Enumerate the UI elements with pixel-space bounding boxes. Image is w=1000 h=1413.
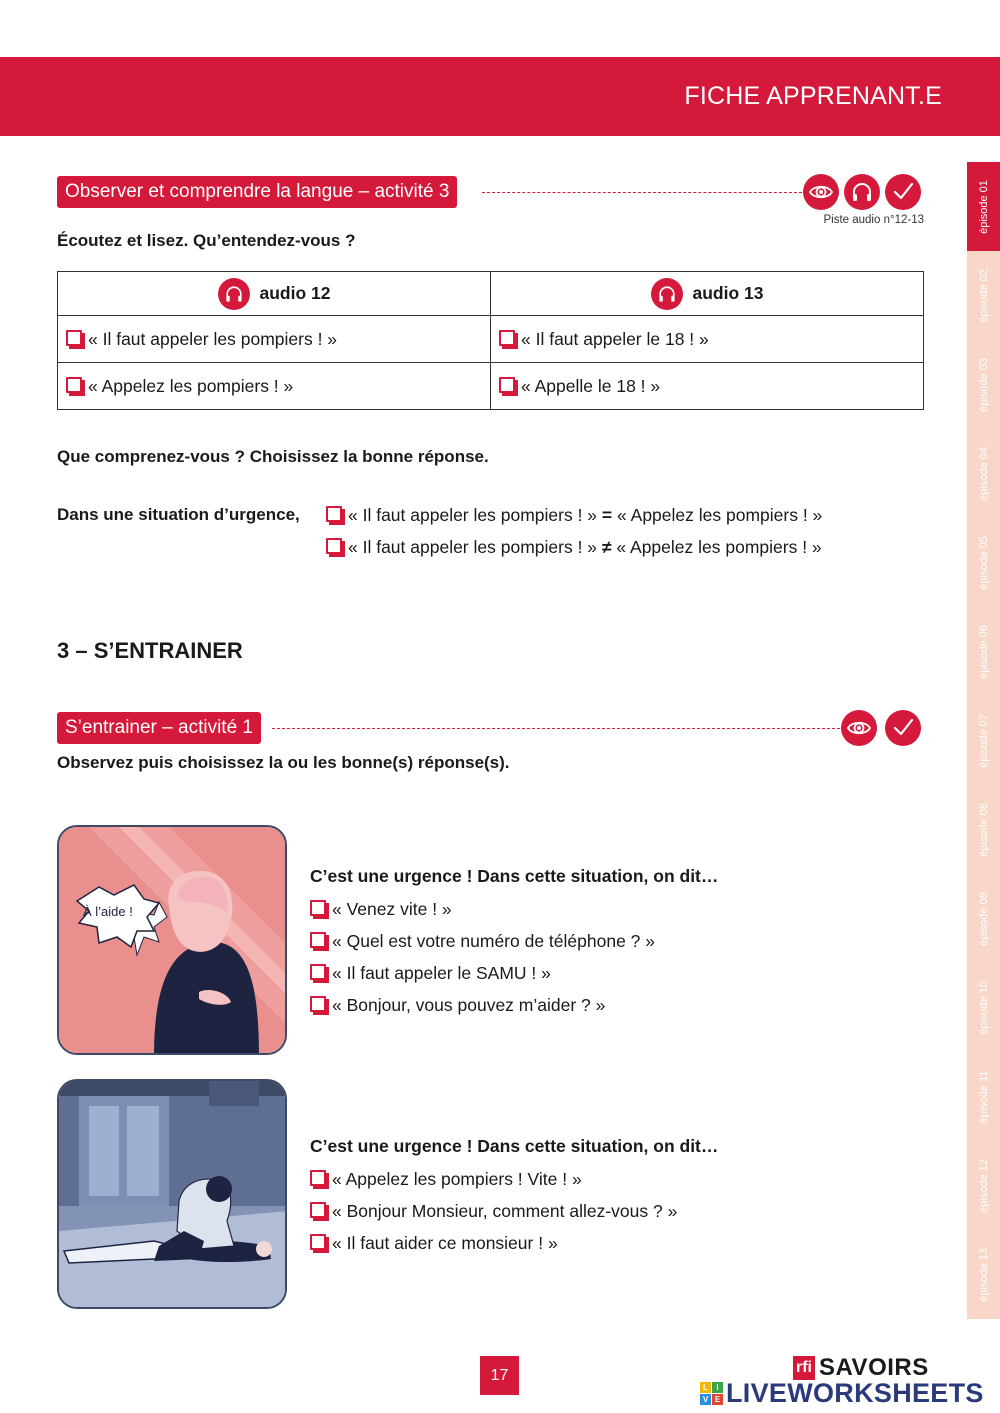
audio-table	[57, 271, 924, 410]
list-item	[310, 1169, 582, 1190]
activity3-pill: Observer et comprendre la langue – activité 3	[57, 176, 457, 208]
tab-label: épisode 13	[977, 1247, 990, 1302]
cell-text: « Il faut appeler les pompiers ! »	[88, 328, 338, 349]
eye-icon	[803, 174, 839, 210]
liveworksheets-logo[interactable]	[700, 1379, 984, 1407]
table-cell	[491, 316, 924, 363]
headphones-icon	[844, 174, 880, 210]
tab-label: épisode 09	[977, 891, 990, 946]
rfi-logo: rfi	[793, 1356, 815, 1380]
checkbox[interactable]	[310, 900, 326, 916]
liveworksheets-text: LIVEWORKSHEETS	[726, 1377, 984, 1408]
tab-episode-03[interactable]	[967, 340, 1000, 429]
eye-icon	[841, 710, 877, 746]
help-speech-bubble: À l’aide !	[83, 904, 133, 919]
dashed-divider	[482, 192, 802, 193]
cell-text: « Appelle le 18 ! »	[521, 375, 661, 396]
choice-left: « Il faut appeler les pompiers ! »	[348, 505, 598, 525]
illustration-man-on-ground	[57, 1079, 287, 1309]
lw-letter: L	[700, 1382, 711, 1393]
table-cell	[58, 363, 491, 410]
tab-label: épisode 03	[977, 357, 990, 412]
live-grid-icon	[700, 1382, 723, 1405]
tab-episode-07[interactable]	[967, 696, 1000, 785]
tab-label: épisode 06	[977, 624, 990, 679]
block2-question: C’est une urgence ! Dans cette situation, on dit…	[310, 1136, 719, 1156]
checkbox[interactable]	[499, 377, 515, 393]
checkbox[interactable]	[310, 996, 326, 1012]
page-title: FICHE APPRENANT.E	[684, 82, 942, 110]
option-text: « Bonjour, vous pouvez m’aider ? »	[332, 995, 606, 1015]
table-row	[58, 363, 924, 410]
savoirs-logo: SAVOIRS	[819, 1354, 929, 1381]
list-item	[310, 1233, 558, 1254]
list-item	[310, 931, 655, 952]
table-cell	[491, 363, 924, 410]
choice-right: « Appelez les pompiers ! »	[617, 505, 823, 525]
practice1-pill: S’entrainer – activité 1	[57, 712, 261, 744]
block1-question: C’est une urgence ! Dans cette situation, on dit…	[310, 866, 719, 886]
checkbox[interactable]	[310, 1202, 326, 1218]
tab-label: épisode 07	[977, 713, 990, 768]
illustration-woman-calling-help	[57, 825, 287, 1055]
list-item	[310, 899, 452, 920]
cell-text: « Appelez les pompiers ! »	[88, 375, 294, 396]
tab-label: épisode 04	[977, 446, 990, 501]
tab-episode-10[interactable]	[967, 963, 1000, 1052]
list-item	[310, 995, 605, 1016]
tab-label: épisode 08	[977, 802, 990, 857]
lw-letter: I	[712, 1382, 723, 1393]
option-text: « Appelez les pompiers ! Vite ! »	[332, 1169, 582, 1189]
tab-episode-05[interactable]	[967, 518, 1000, 607]
practice1-instruction: Observez puis choisissez la ou les bonne(s) réponse(s).	[57, 753, 510, 772]
checkbox[interactable]	[499, 330, 515, 346]
header-band	[0, 57, 1000, 136]
option-text: « Il faut aider ce monsieur ! »	[332, 1233, 558, 1253]
footer-logo	[700, 1355, 995, 1407]
cell-text: « Il faut appeler le 18 ! »	[521, 328, 709, 349]
tab-label: épisode 11	[977, 1069, 990, 1124]
table-row	[58, 316, 924, 363]
tab-label: épisode 12	[977, 1158, 990, 1213]
not-equal-sign: ≠	[601, 537, 612, 557]
tab-episode-11[interactable]	[967, 1052, 1000, 1141]
headphones-icon[interactable]	[218, 278, 250, 310]
audio-header-label: audio 13	[692, 283, 764, 303]
option-text: « Venez vite ! »	[332, 899, 452, 919]
tab-label: épisode 10	[977, 980, 990, 1035]
checkbox[interactable]	[66, 377, 82, 393]
tab-episode-04[interactable]	[967, 429, 1000, 518]
checkbox[interactable]	[326, 538, 342, 554]
choice-left: « Il faut appeler les pompiers ! »	[348, 537, 598, 557]
choice-right: « Appelez les pompiers ! »	[616, 537, 822, 557]
tab-label: épisode 05	[977, 535, 990, 590]
dashed-divider	[272, 728, 840, 729]
headphones-icon[interactable]	[651, 278, 683, 310]
choice-equal	[326, 505, 822, 526]
option-text: « Il faut appeler le SAMU ! »	[332, 963, 551, 983]
lw-letter: E	[712, 1394, 723, 1405]
tab-episode-13[interactable]	[967, 1230, 1000, 1319]
lw-letter: V	[700, 1394, 711, 1405]
equal-sign: =	[601, 505, 613, 525]
checkbox[interactable]	[66, 330, 82, 346]
checkbox[interactable]	[310, 964, 326, 980]
audio-track-label: Piste audio n°12-13	[823, 214, 924, 226]
audio-header-label: audio 12	[259, 283, 331, 303]
episode-tabs	[967, 162, 1000, 1322]
tab-label: épisode 02	[977, 268, 990, 323]
situation-label: Dans une situation d’urgence,	[57, 505, 300, 524]
table-cell	[58, 316, 491, 363]
option-text: « Bonjour Monsieur, comment allez-vous ? »	[332, 1201, 678, 1221]
tab-episode-02[interactable]	[967, 251, 1000, 340]
checkbox[interactable]	[310, 1170, 326, 1186]
tab-episode-06[interactable]	[967, 607, 1000, 696]
page-number: 17	[480, 1356, 519, 1395]
check-icon	[885, 174, 921, 210]
list-item	[310, 963, 551, 984]
check-icon	[885, 710, 921, 746]
activity3-question: Que comprenez-vous ? Choisissez la bonne réponse.	[57, 447, 489, 466]
checkbox[interactable]	[326, 506, 342, 522]
audio-header-13	[491, 272, 924, 316]
checkbox[interactable]	[310, 1234, 326, 1250]
section-title: 3 – S’ENTRAINER	[57, 638, 243, 663]
tab-episode-09[interactable]	[967, 874, 1000, 963]
audio-header-12	[58, 272, 491, 316]
list-item	[310, 1201, 677, 1222]
tab-episode-08[interactable]	[967, 785, 1000, 874]
tab-episode-01[interactable]	[967, 162, 1000, 251]
tab-episode-12[interactable]	[967, 1141, 1000, 1230]
checkbox[interactable]	[310, 932, 326, 948]
activity3-instruction: Écoutez et lisez. Qu’entendez-vous ?	[57, 231, 356, 250]
tab-label: épisode 01	[977, 179, 990, 234]
option-text: « Quel est votre numéro de téléphone ? »	[332, 931, 655, 951]
choice-not-equal	[326, 537, 822, 558]
